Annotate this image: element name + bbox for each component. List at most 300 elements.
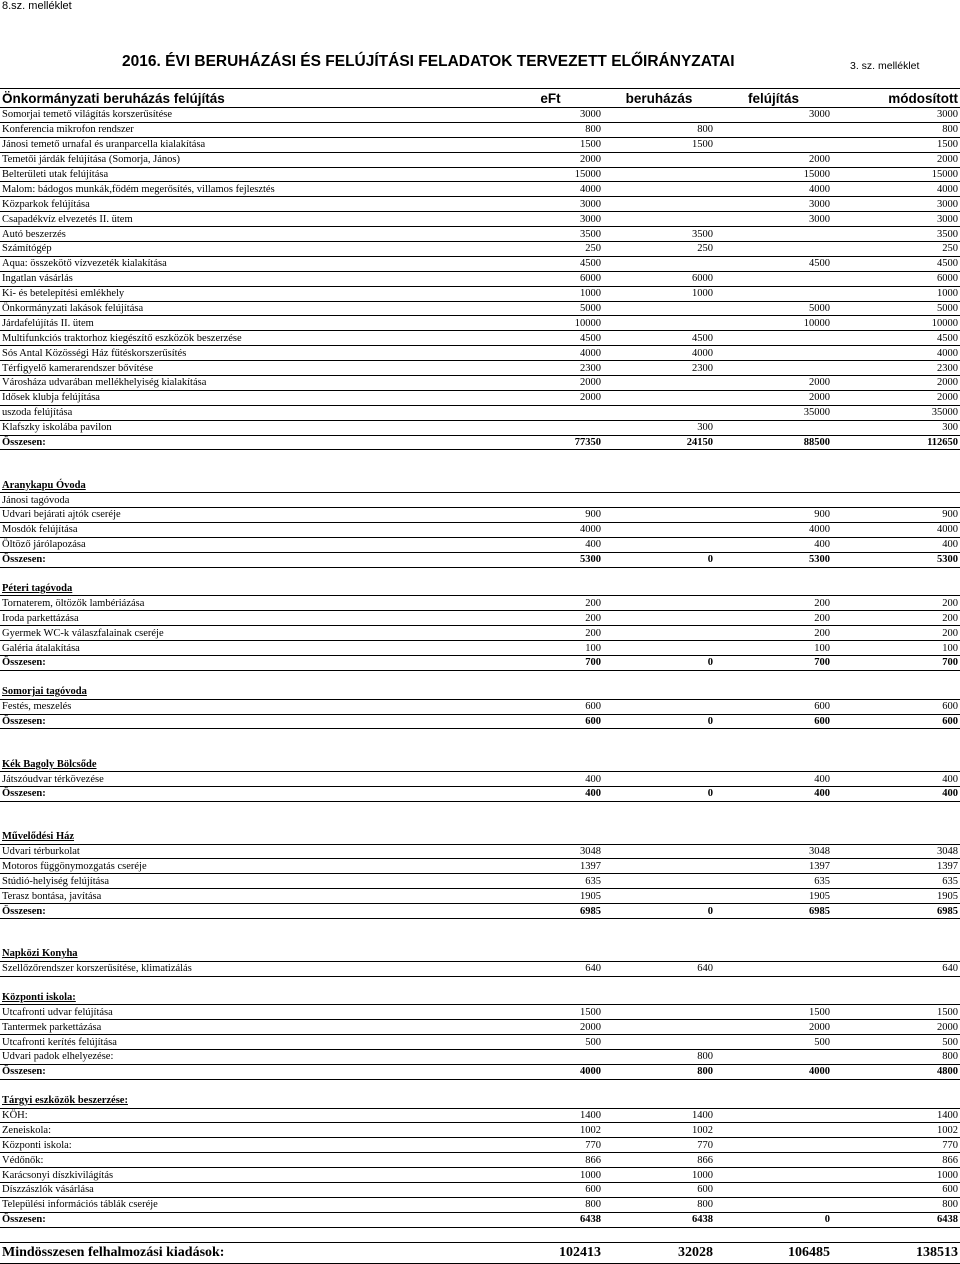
grand-total-investment: 32028: [603, 1242, 715, 1263]
value-modified: [832, 816, 960, 830]
value-renovation: 1905: [715, 889, 832, 904]
column-header-modified: módosított: [832, 89, 960, 108]
item-name: Utcafronti udvar felújítása: [0, 1005, 498, 1020]
value-eft: 6438: [498, 1212, 603, 1227]
value-investment: 4000: [603, 346, 715, 361]
table-row: [0, 493, 960, 508]
value-investment: [603, 990, 715, 1004]
value-renovation: 4000: [715, 1064, 832, 1079]
value-renovation: [715, 464, 832, 478]
value-modified: 6438: [832, 1212, 960, 1227]
value-modified: 1400: [832, 1108, 960, 1123]
value-modified: [832, 918, 960, 932]
value-investment: [603, 976, 715, 990]
value-renovation: 4500: [715, 256, 832, 271]
value-modified: [832, 685, 960, 699]
item-name: Összesen:: [0, 1212, 498, 1227]
value-investment: [603, 1094, 715, 1108]
value-investment: [603, 933, 715, 947]
item-name: Összesen:: [0, 552, 498, 567]
value-renovation: [715, 1050, 832, 1065]
value-investment: [603, 508, 715, 523]
table-row: [0, 212, 960, 227]
value-renovation: [715, 1079, 832, 1093]
table-row: [0, 961, 960, 976]
item-name: [0, 816, 498, 830]
value-modified: 700: [832, 655, 960, 670]
item-name: Jánosi tagóvoda: [0, 493, 498, 508]
value-investment: 800: [603, 1050, 715, 1065]
value-investment: 0: [603, 714, 715, 729]
value-modified: [832, 567, 960, 581]
value-eft: 400: [498, 786, 603, 801]
table-row: [0, 699, 960, 714]
value-eft: 200: [498, 611, 603, 626]
table-row: [0, 641, 960, 656]
blank-row: [0, 729, 960, 743]
value-modified: [832, 933, 960, 947]
value-modified: 3000: [832, 197, 960, 212]
value-modified: 100: [832, 641, 960, 656]
value-investment: 3500: [603, 227, 715, 242]
value-eft: 1000: [498, 1168, 603, 1183]
subtotal-row: [0, 904, 960, 919]
value-investment: 640: [603, 961, 715, 976]
value-eft: 200: [498, 626, 603, 641]
item-name: uszoda felújítása: [0, 405, 498, 420]
value-eft: 1397: [498, 859, 603, 874]
item-name: Csapadékvíz elvezetés II. ütem: [0, 212, 498, 227]
value-renovation: 200: [715, 626, 832, 641]
table-row: [0, 301, 960, 316]
item-name: [0, 729, 498, 743]
value-renovation: [715, 361, 832, 376]
value-renovation: [715, 1108, 832, 1123]
value-modified: 1905: [832, 889, 960, 904]
item-name: Számítógép: [0, 242, 498, 257]
table-row: [0, 859, 960, 874]
item-name: Tárgyi eszközök beszerzése:: [0, 1094, 498, 1108]
value-modified: 400: [832, 786, 960, 801]
value-eft: 1400: [498, 1108, 603, 1123]
value-eft: 4000: [498, 346, 603, 361]
item-name: Önkormányzati lakások felújítása: [0, 301, 498, 316]
value-modified: 500: [832, 1035, 960, 1050]
table-row: [0, 1035, 960, 1050]
value-modified: 200: [832, 596, 960, 611]
value-modified: 1002: [832, 1123, 960, 1138]
value-modified: 400: [832, 537, 960, 552]
value-modified: 3048: [832, 844, 960, 859]
item-name: [0, 933, 498, 947]
value-renovation: [715, 478, 832, 492]
value-modified: 900: [832, 508, 960, 523]
value-renovation: 5300: [715, 552, 832, 567]
item-name: Napközi Konyha: [0, 947, 498, 961]
item-name: Összesen:: [0, 655, 498, 670]
value-renovation: 200: [715, 611, 832, 626]
value-investment: 1000: [603, 286, 715, 301]
item-name: [0, 1079, 498, 1093]
value-modified: [832, 976, 960, 990]
value-modified: 1500: [832, 137, 960, 152]
value-renovation: [715, 685, 832, 699]
value-investment: [603, 582, 715, 596]
value-modified: 2300: [832, 361, 960, 376]
table-row: [0, 874, 960, 889]
value-investment: [603, 801, 715, 815]
value-renovation: 1397: [715, 859, 832, 874]
item-name: Stúdió-helyiség felújítása: [0, 874, 498, 889]
value-renovation: [715, 757, 832, 771]
item-name: Karácsonyi díszkivilágítás: [0, 1168, 498, 1183]
value-eft: 770: [498, 1138, 603, 1153]
value-renovation: 2000: [715, 152, 832, 167]
table-row: [0, 108, 960, 123]
value-modified: 4000: [832, 346, 960, 361]
item-name: [0, 464, 498, 478]
value-renovation: 4000: [715, 522, 832, 537]
item-name: [0, 801, 498, 815]
value-eft: [498, 990, 603, 1004]
blank-row: [0, 464, 960, 478]
value-modified: 800: [832, 1050, 960, 1065]
value-modified: 35000: [832, 405, 960, 420]
item-name: Aqua: összekötő vízvezeték kialakítása: [0, 256, 498, 271]
value-investment: [603, 108, 715, 123]
item-name: Udvari térburkolat: [0, 844, 498, 859]
item-name: Iroda parkettázása: [0, 611, 498, 626]
value-modified: 800: [832, 122, 960, 137]
item-name: Közparkok felújítása: [0, 197, 498, 212]
value-eft: 4000: [498, 522, 603, 537]
blank-row: [0, 1079, 960, 1093]
value-modified: 1500: [832, 1005, 960, 1020]
value-renovation: [715, 1138, 832, 1153]
table-row: [0, 420, 960, 435]
table-row: [0, 596, 960, 611]
value-investment: 800: [603, 122, 715, 137]
value-modified: [832, 757, 960, 771]
value-renovation: 600: [715, 714, 832, 729]
item-name: Belterületi utak felújítása: [0, 167, 498, 182]
value-modified: 600: [832, 1183, 960, 1198]
item-name: Galéria átalakítása: [0, 641, 498, 656]
table-row: [0, 286, 960, 301]
blank-row: [0, 933, 960, 947]
value-investment: 0: [603, 904, 715, 919]
table-row: [0, 152, 960, 167]
value-investment: [603, 918, 715, 932]
value-eft: 5000: [498, 301, 603, 316]
item-name: Összesen:: [0, 904, 498, 919]
value-investment: [603, 699, 715, 714]
value-modified: 250: [832, 242, 960, 257]
value-investment: [603, 464, 715, 478]
value-modified: 1000: [832, 286, 960, 301]
grand-total-label: Mindösszesen felhalmozási kiadások:: [0, 1242, 498, 1263]
table-row: [0, 844, 960, 859]
grand-total-row: [0, 1242, 960, 1263]
value-renovation: 3000: [715, 212, 832, 227]
value-investment: 800: [603, 1064, 715, 1079]
value-renovation: 3048: [715, 844, 832, 859]
table-row: [0, 1123, 960, 1138]
value-eft: [498, 567, 603, 581]
table-row: [0, 537, 960, 552]
table-row: [0, 522, 960, 537]
table-body: [0, 108, 960, 1243]
value-investment: [603, 830, 715, 844]
value-renovation: [715, 1094, 832, 1108]
table-row: [0, 271, 960, 286]
value-modified: [832, 493, 960, 508]
appendix-label: 8.sz. melléklet: [2, 0, 72, 12]
value-investment: [603, 685, 715, 699]
section-heading-row: [0, 990, 960, 1004]
value-modified: 3000: [832, 212, 960, 227]
appendix-number: 3. sz. melléklet: [850, 60, 920, 72]
item-name: Mosdók felújítása: [0, 522, 498, 537]
item-name: Védőnők:: [0, 1153, 498, 1168]
value-renovation: 3000: [715, 197, 832, 212]
value-investment: [603, 167, 715, 182]
value-eft: 800: [498, 1197, 603, 1212]
table-row: [0, 227, 960, 242]
value-modified: [832, 464, 960, 478]
value-investment: 800: [603, 1197, 715, 1212]
value-investment: [603, 874, 715, 889]
value-modified: 2000: [832, 390, 960, 405]
value-renovation: 500: [715, 1035, 832, 1050]
subtotal-row: [0, 714, 960, 729]
value-renovation: 200: [715, 596, 832, 611]
value-renovation: [715, 122, 832, 137]
value-eft: 640: [498, 961, 603, 976]
value-renovation: 1500: [715, 1005, 832, 1020]
value-investment: [603, 757, 715, 771]
value-eft: 800: [498, 122, 603, 137]
value-renovation: [715, 830, 832, 844]
value-eft: [498, 830, 603, 844]
table-row: [0, 182, 960, 197]
blank-row: [0, 918, 960, 932]
item-name: Központi iskola:: [0, 1138, 498, 1153]
value-eft: 400: [498, 772, 603, 787]
value-investment: 6000: [603, 271, 715, 286]
value-renovation: [715, 331, 832, 346]
item-name: Kék Bagoly Bölcsőde: [0, 757, 498, 771]
table-row: [0, 1138, 960, 1153]
value-eft: [498, 918, 603, 932]
value-eft: [498, 420, 603, 435]
column-header-renovation: felújítás: [715, 89, 832, 108]
value-eft: [498, 478, 603, 492]
value-investment: [603, 405, 715, 420]
value-investment: [603, 844, 715, 859]
value-modified: [832, 801, 960, 815]
value-investment: 866: [603, 1153, 715, 1168]
blank-row: [0, 816, 960, 830]
value-investment: [603, 390, 715, 405]
value-eft: 10000: [498, 316, 603, 331]
value-eft: 200: [498, 596, 603, 611]
value-renovation: [715, 1168, 832, 1183]
value-modified: 4000: [832, 182, 960, 197]
table-row: [0, 626, 960, 641]
value-eft: [498, 933, 603, 947]
column-header-item: Önkormányzati beruházás felújítás: [0, 89, 498, 108]
table-row: [0, 1183, 960, 1198]
value-eft: [498, 1094, 603, 1108]
table-row: [0, 167, 960, 182]
value-investment: [603, 152, 715, 167]
value-modified: 770: [832, 1138, 960, 1153]
item-name: Ki- és betelepítési emlékhely: [0, 286, 498, 301]
table-row: [0, 137, 960, 152]
value-eft: 400: [498, 537, 603, 552]
table-row: [0, 1168, 960, 1183]
value-investment: [603, 522, 715, 537]
value-renovation: 635: [715, 874, 832, 889]
table-row: [0, 405, 960, 420]
value-renovation: 100: [715, 641, 832, 656]
item-name: Multifunkciós traktorhoz kiegészítő eszközök beszerzése: [0, 331, 498, 346]
value-renovation: 10000: [715, 316, 832, 331]
value-renovation: 700: [715, 655, 832, 670]
item-name: Összesen:: [0, 786, 498, 801]
value-modified: [832, 478, 960, 492]
value-renovation: 15000: [715, 167, 832, 182]
value-modified: 2000: [832, 1020, 960, 1035]
value-investment: [603, 626, 715, 641]
value-renovation: 5000: [715, 301, 832, 316]
value-eft: 600: [498, 714, 603, 729]
value-investment: 4500: [603, 331, 715, 346]
value-eft: [498, 729, 603, 743]
table-row: [0, 316, 960, 331]
item-name: Somorjai tagóvoda: [0, 685, 498, 699]
value-investment: [603, 729, 715, 743]
item-name: Városháza udvarában mellékhelyiség kialakítása: [0, 376, 498, 391]
value-renovation: [715, 990, 832, 1004]
value-modified: 200: [832, 611, 960, 626]
value-renovation: 400: [715, 786, 832, 801]
item-name: Központi iskola:: [0, 990, 498, 1004]
value-modified: [832, 1079, 960, 1093]
table-row: [0, 346, 960, 361]
value-renovation: [715, 947, 832, 961]
value-renovation: [715, 801, 832, 815]
value-eft: [498, 670, 603, 684]
item-name: Terasz bontása, javítása: [0, 889, 498, 904]
item-name: [0, 743, 498, 757]
column-header-eft: eFt: [498, 89, 603, 108]
item-name: Zeneiskola:: [0, 1123, 498, 1138]
value-renovation: 400: [715, 772, 832, 787]
value-renovation: [715, 1197, 832, 1212]
value-modified: 1397: [832, 859, 960, 874]
item-name: Utcafronti kerítés felújítása: [0, 1035, 498, 1050]
value-renovation: [715, 1153, 832, 1168]
item-name: Összesen:: [0, 1064, 498, 1079]
value-modified: 866: [832, 1153, 960, 1168]
item-name: Művelődési Ház: [0, 830, 498, 844]
item-name: Somorjai temető világítás korszerűsítése: [0, 108, 498, 123]
section-heading-row: [0, 1094, 960, 1108]
value-eft: 6000: [498, 271, 603, 286]
value-investment: 300: [603, 420, 715, 435]
value-modified: 4800: [832, 1064, 960, 1079]
value-investment: [603, 376, 715, 391]
table-row: [0, 611, 960, 626]
grand-total-modified: 138513: [832, 1242, 960, 1263]
table-row: [0, 508, 960, 523]
grand-total-eft: 102413: [498, 1242, 603, 1263]
value-modified: 600: [832, 714, 960, 729]
item-name: [0, 670, 498, 684]
subtotal-row: [0, 786, 960, 801]
item-name: Motoros függönymozgatás cseréje: [0, 859, 498, 874]
section-heading-row: [0, 830, 960, 844]
item-name: [0, 976, 498, 990]
value-investment: [603, 256, 715, 271]
value-investment: 2300: [603, 361, 715, 376]
value-investment: [603, 316, 715, 331]
value-investment: [603, 537, 715, 552]
value-renovation: [715, 961, 832, 976]
value-renovation: 2000: [715, 1020, 832, 1035]
value-investment: [603, 212, 715, 227]
value-investment: [603, 1020, 715, 1035]
item-name: Ingatlan vásárlás: [0, 271, 498, 286]
value-eft: 5300: [498, 552, 603, 567]
table-row: [0, 361, 960, 376]
table-row: [0, 197, 960, 212]
blank-row: [0, 670, 960, 684]
item-name: Gyermek WC-k válaszfalainak cseréje: [0, 626, 498, 641]
value-eft: 1905: [498, 889, 603, 904]
value-eft: [498, 947, 603, 961]
item-name: Összesen:: [0, 714, 498, 729]
value-renovation: 3000: [715, 108, 832, 123]
subtotal-row: [0, 655, 960, 670]
value-investment: [603, 197, 715, 212]
value-modified: 10000: [832, 316, 960, 331]
value-eft: 1002: [498, 1123, 603, 1138]
value-investment: [603, 478, 715, 492]
value-eft: 15000: [498, 167, 603, 182]
value-investment: [603, 182, 715, 197]
value-renovation: 4000: [715, 182, 832, 197]
value-investment: [603, 1005, 715, 1020]
value-renovation: [715, 346, 832, 361]
value-renovation: 88500: [715, 435, 832, 450]
value-modified: 800: [832, 1197, 960, 1212]
value-modified: 4500: [832, 331, 960, 346]
value-investment: [603, 1227, 715, 1242]
value-eft: 100: [498, 641, 603, 656]
value-investment: 1400: [603, 1108, 715, 1123]
value-modified: 3500: [832, 227, 960, 242]
item-name: Sós Antal Közösségi Ház fűtéskorszerűsítés: [0, 346, 498, 361]
value-investment: 0: [603, 655, 715, 670]
table-row: [0, 1050, 960, 1065]
value-investment: 24150: [603, 435, 715, 450]
item-name: [0, 1227, 498, 1242]
value-investment: 0: [603, 552, 715, 567]
value-eft: 6985: [498, 904, 603, 919]
